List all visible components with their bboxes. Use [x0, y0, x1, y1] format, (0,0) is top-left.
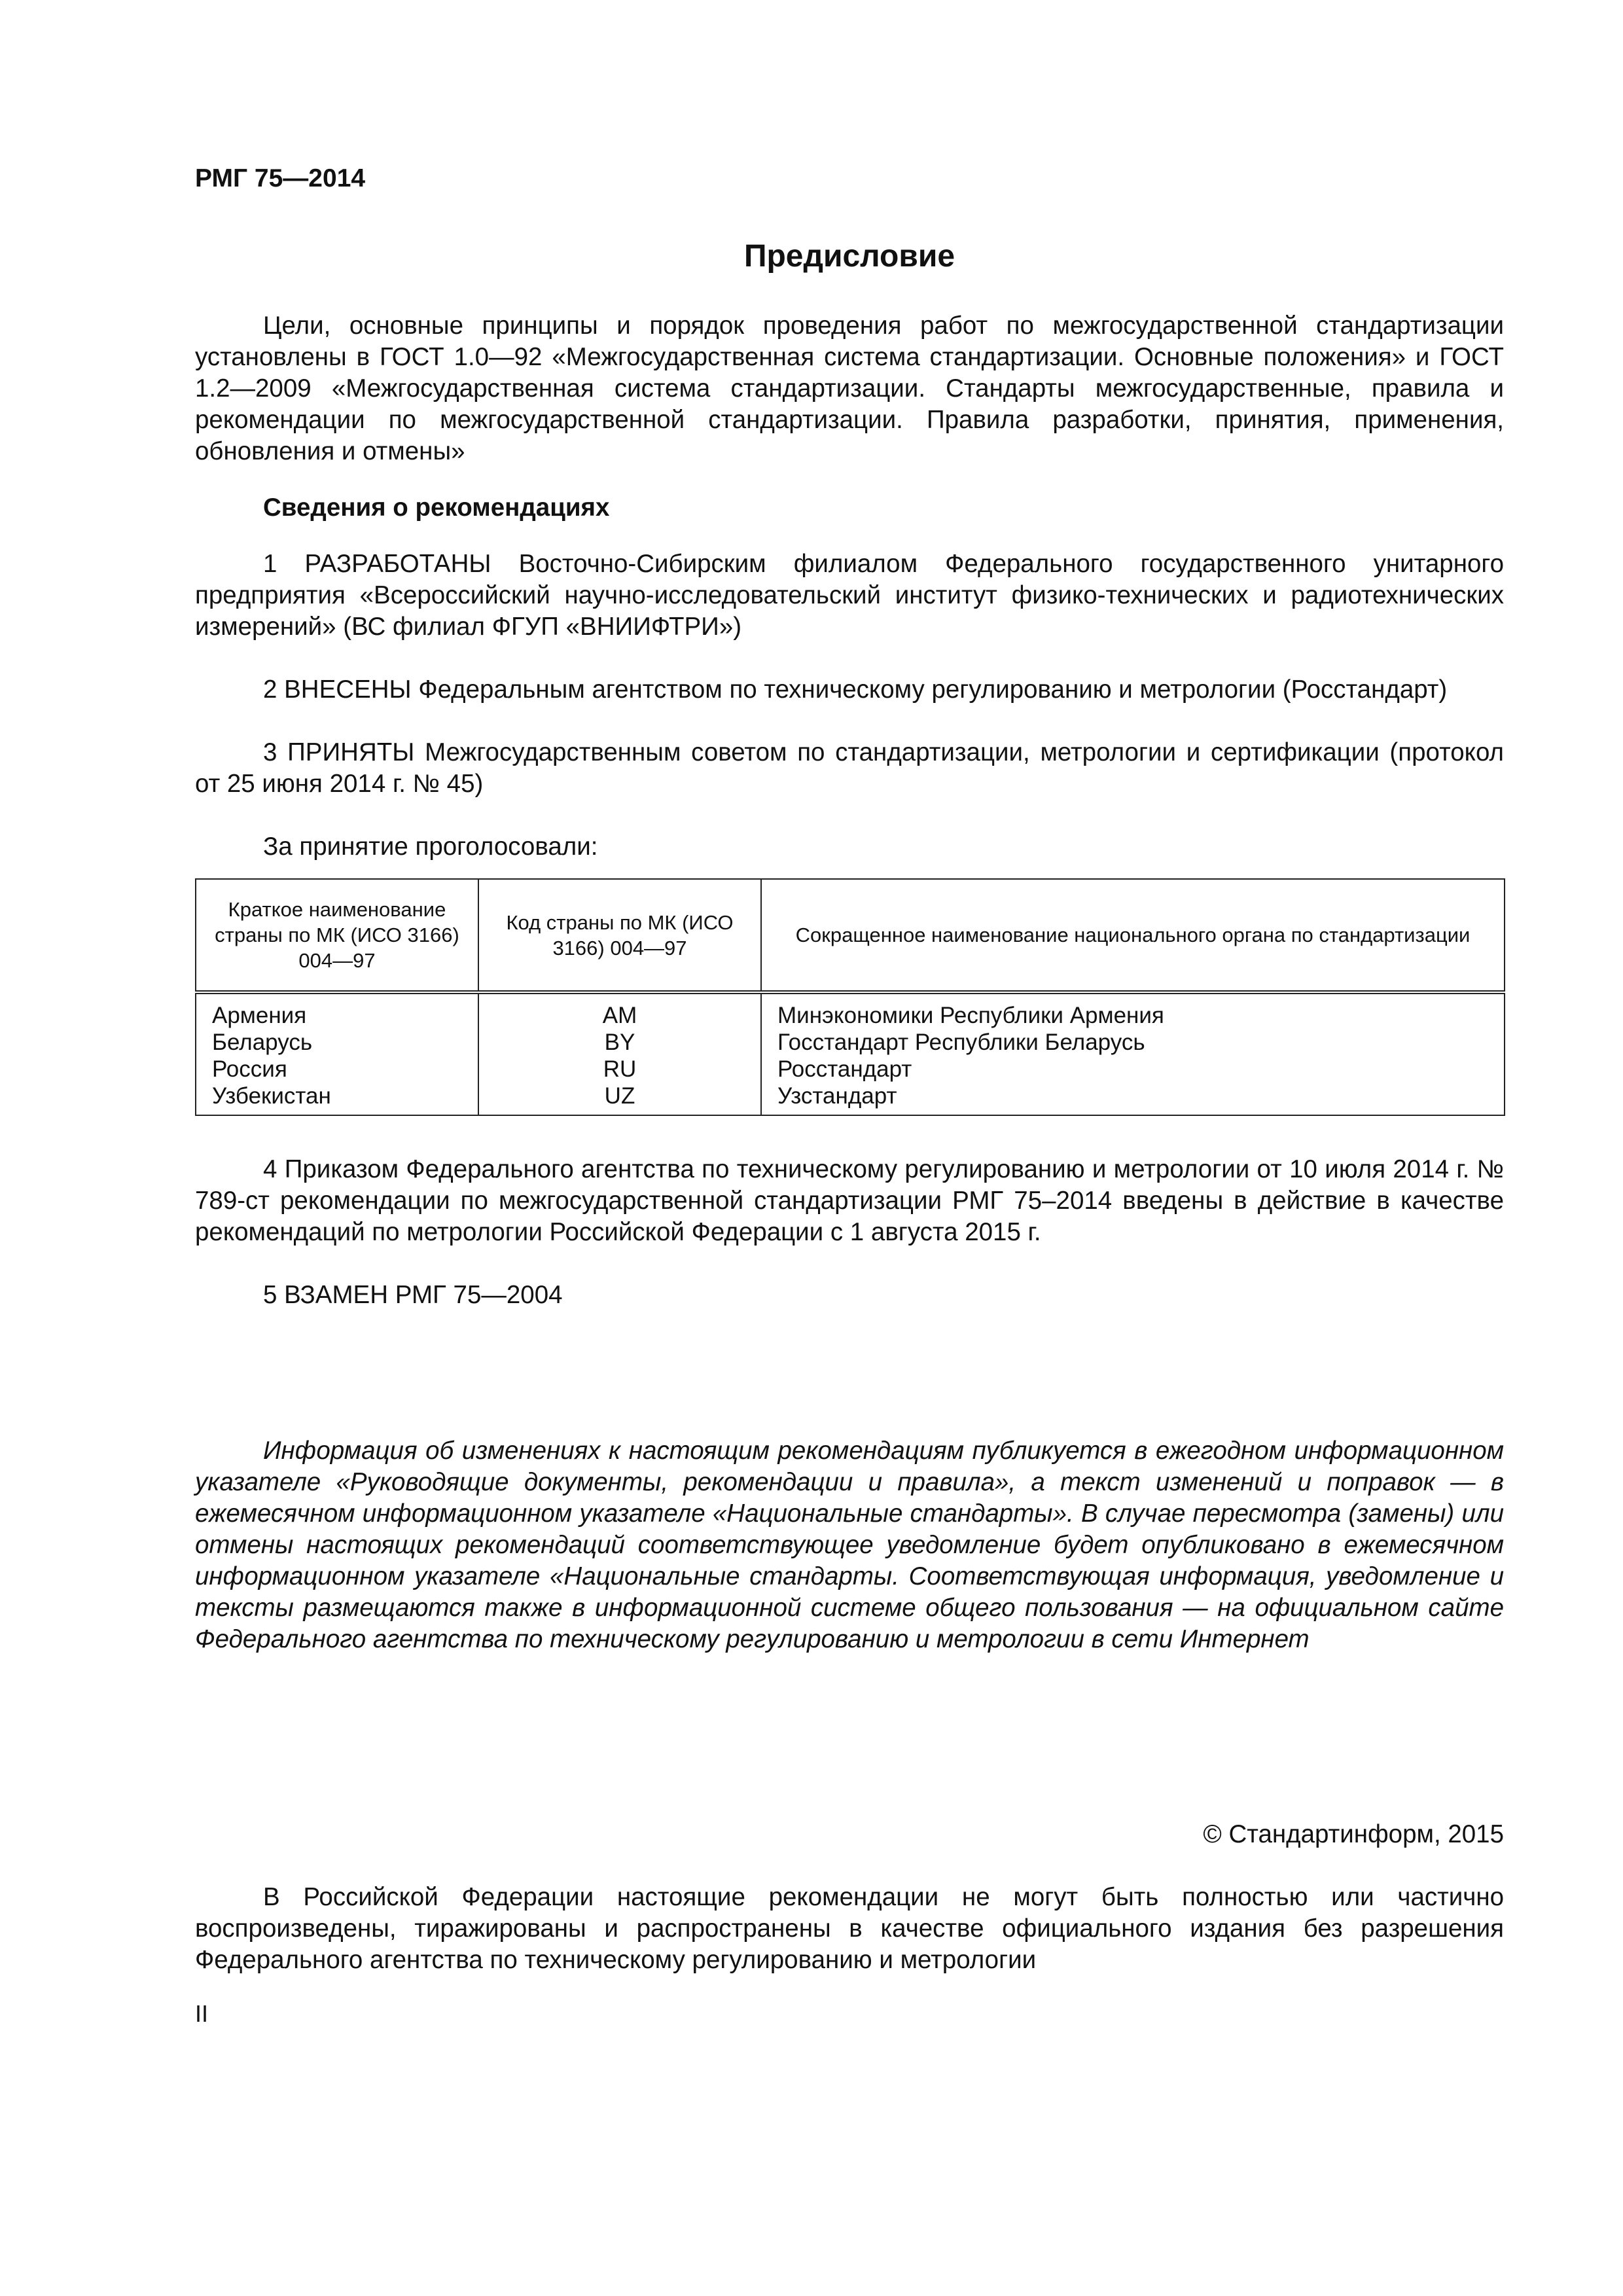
- country-name: Армения: [196, 992, 478, 1029]
- table-row: [196, 1083, 1505, 1115]
- country-code: RU: [478, 1056, 761, 1083]
- copyright-line: © Стандартинформ, 2015: [1203, 1820, 1504, 1848]
- document-code-header: РМГ 75—2014: [195, 164, 366, 192]
- page-title: Предисловие: [743, 239, 955, 274]
- column-header-country: Краткое наименование страны по МК (ИСО 3166) 004—97: [196, 879, 478, 992]
- standards-body: Узстандарт: [761, 1083, 1505, 1115]
- standards-body: Госстандарт Республики Беларусь: [761, 1029, 1505, 1056]
- table-row: [196, 1056, 1505, 1083]
- column-header-standards-body: Сокращенное наименование национального органа по стандартизации: [761, 879, 1505, 992]
- standards-body: Минэкономики Республики Армения: [761, 992, 1505, 1029]
- column-header-code: Код страны по МК (ИСО 3166) 004—97: [478, 879, 761, 992]
- voting-countries-table: [195, 878, 1505, 1116]
- country-name: Узбекистан: [196, 1083, 478, 1115]
- item-submitted: 2 ВНЕСЕНЫ Федеральным агентством по техническому регулированию и метрологии (Росстандарт): [263, 675, 1448, 704]
- page-number: II: [195, 2000, 209, 2027]
- section-heading: Сведения о рекомендациях: [263, 493, 610, 522]
- item-adopted: 3 ПРИНЯТЫ Межгосударственным советом по стандартизации, метрологии и сертификации (протокол от 25 июня 2014 г. № 45): [195, 738, 1504, 798]
- item-developed: 1 РАЗРАБОТАНЫ Восточно-Сибирским филиалом Федерального государственного унитарного предприятия «Всероссийский научно-исследовательский институт физико-технических и радиотехнических измерений» (ВС филиал ФГУП «ВНИИФТРИ»): [195, 550, 1504, 641]
- rights-notice: В Российской Федерации настоящие рекомендации не могут быть полностью или частично воспроизведены, тиражированы и распространены в качестве официального издания без разрешения Федерального агентства по техническому регулированию и метрологии: [195, 1883, 1504, 1974]
- country-name: Беларусь: [196, 1029, 478, 1056]
- document-page: [195, 164, 1504, 2028]
- table-row: [196, 1029, 1505, 1056]
- changes-information-notice: Информация об изменениях к настоящим рекомендациям публикуется в ежегодном информационном указателе «Руководящие документы, рекомендации и правила», а текст изменений и поправок — в ежемесячном информационном указателе «Национальные стандарты». В случае пересмотра (замены) или отмены настоящих рекомендаций соответствующее уведомление будет опубликовано в ежемесячном информационном указателе «Национальные стандарты. Соответствующая информация, уведомление и тексты размещаются также в информационной системе общего пользования — на официальном сайте Федерального агентства по техническому регулированию и метрологии в сети Интернет: [195, 1437, 1504, 1653]
- country-name: Россия: [196, 1056, 478, 1083]
- standards-body: Росстандарт: [761, 1056, 1505, 1083]
- country-code: BY: [478, 1029, 761, 1056]
- table-row: [196, 992, 1505, 1029]
- voted-label: За принятие проголосовали:: [263, 833, 598, 861]
- country-code: UZ: [478, 1083, 761, 1115]
- item-replaces: 5 ВЗАМЕН РМГ 75—2004: [263, 1281, 563, 1309]
- table-header-row: [196, 879, 1505, 992]
- item-order: 4 Приказом Федерального агентства по техническому регулированию и метрологии от 10 июля 2014 г. № 789-ст рекомендации по межгосударственной стандартизации РМГ 75–2014 введены в действие в качестве рекомендаций по метрологии Российской Федерации с 1 августа 2015 г.: [195, 1155, 1504, 1246]
- country-code: AM: [478, 992, 761, 1029]
- intro-paragraph: Цели, основные принципы и порядок проведения работ по межгосударственной стандартизации установлены в ГОСТ 1.0—92 «Межгосударственная система стандартизации. Основные положения» и ГОСТ 1.2—2009 «Межгосударственная система стандартизации. Стандарты межгосударственные, правила и рекомендации по межгосударственной стандартизации. Правила разработки, принятия, применения, обновления и отмены»: [195, 312, 1504, 465]
